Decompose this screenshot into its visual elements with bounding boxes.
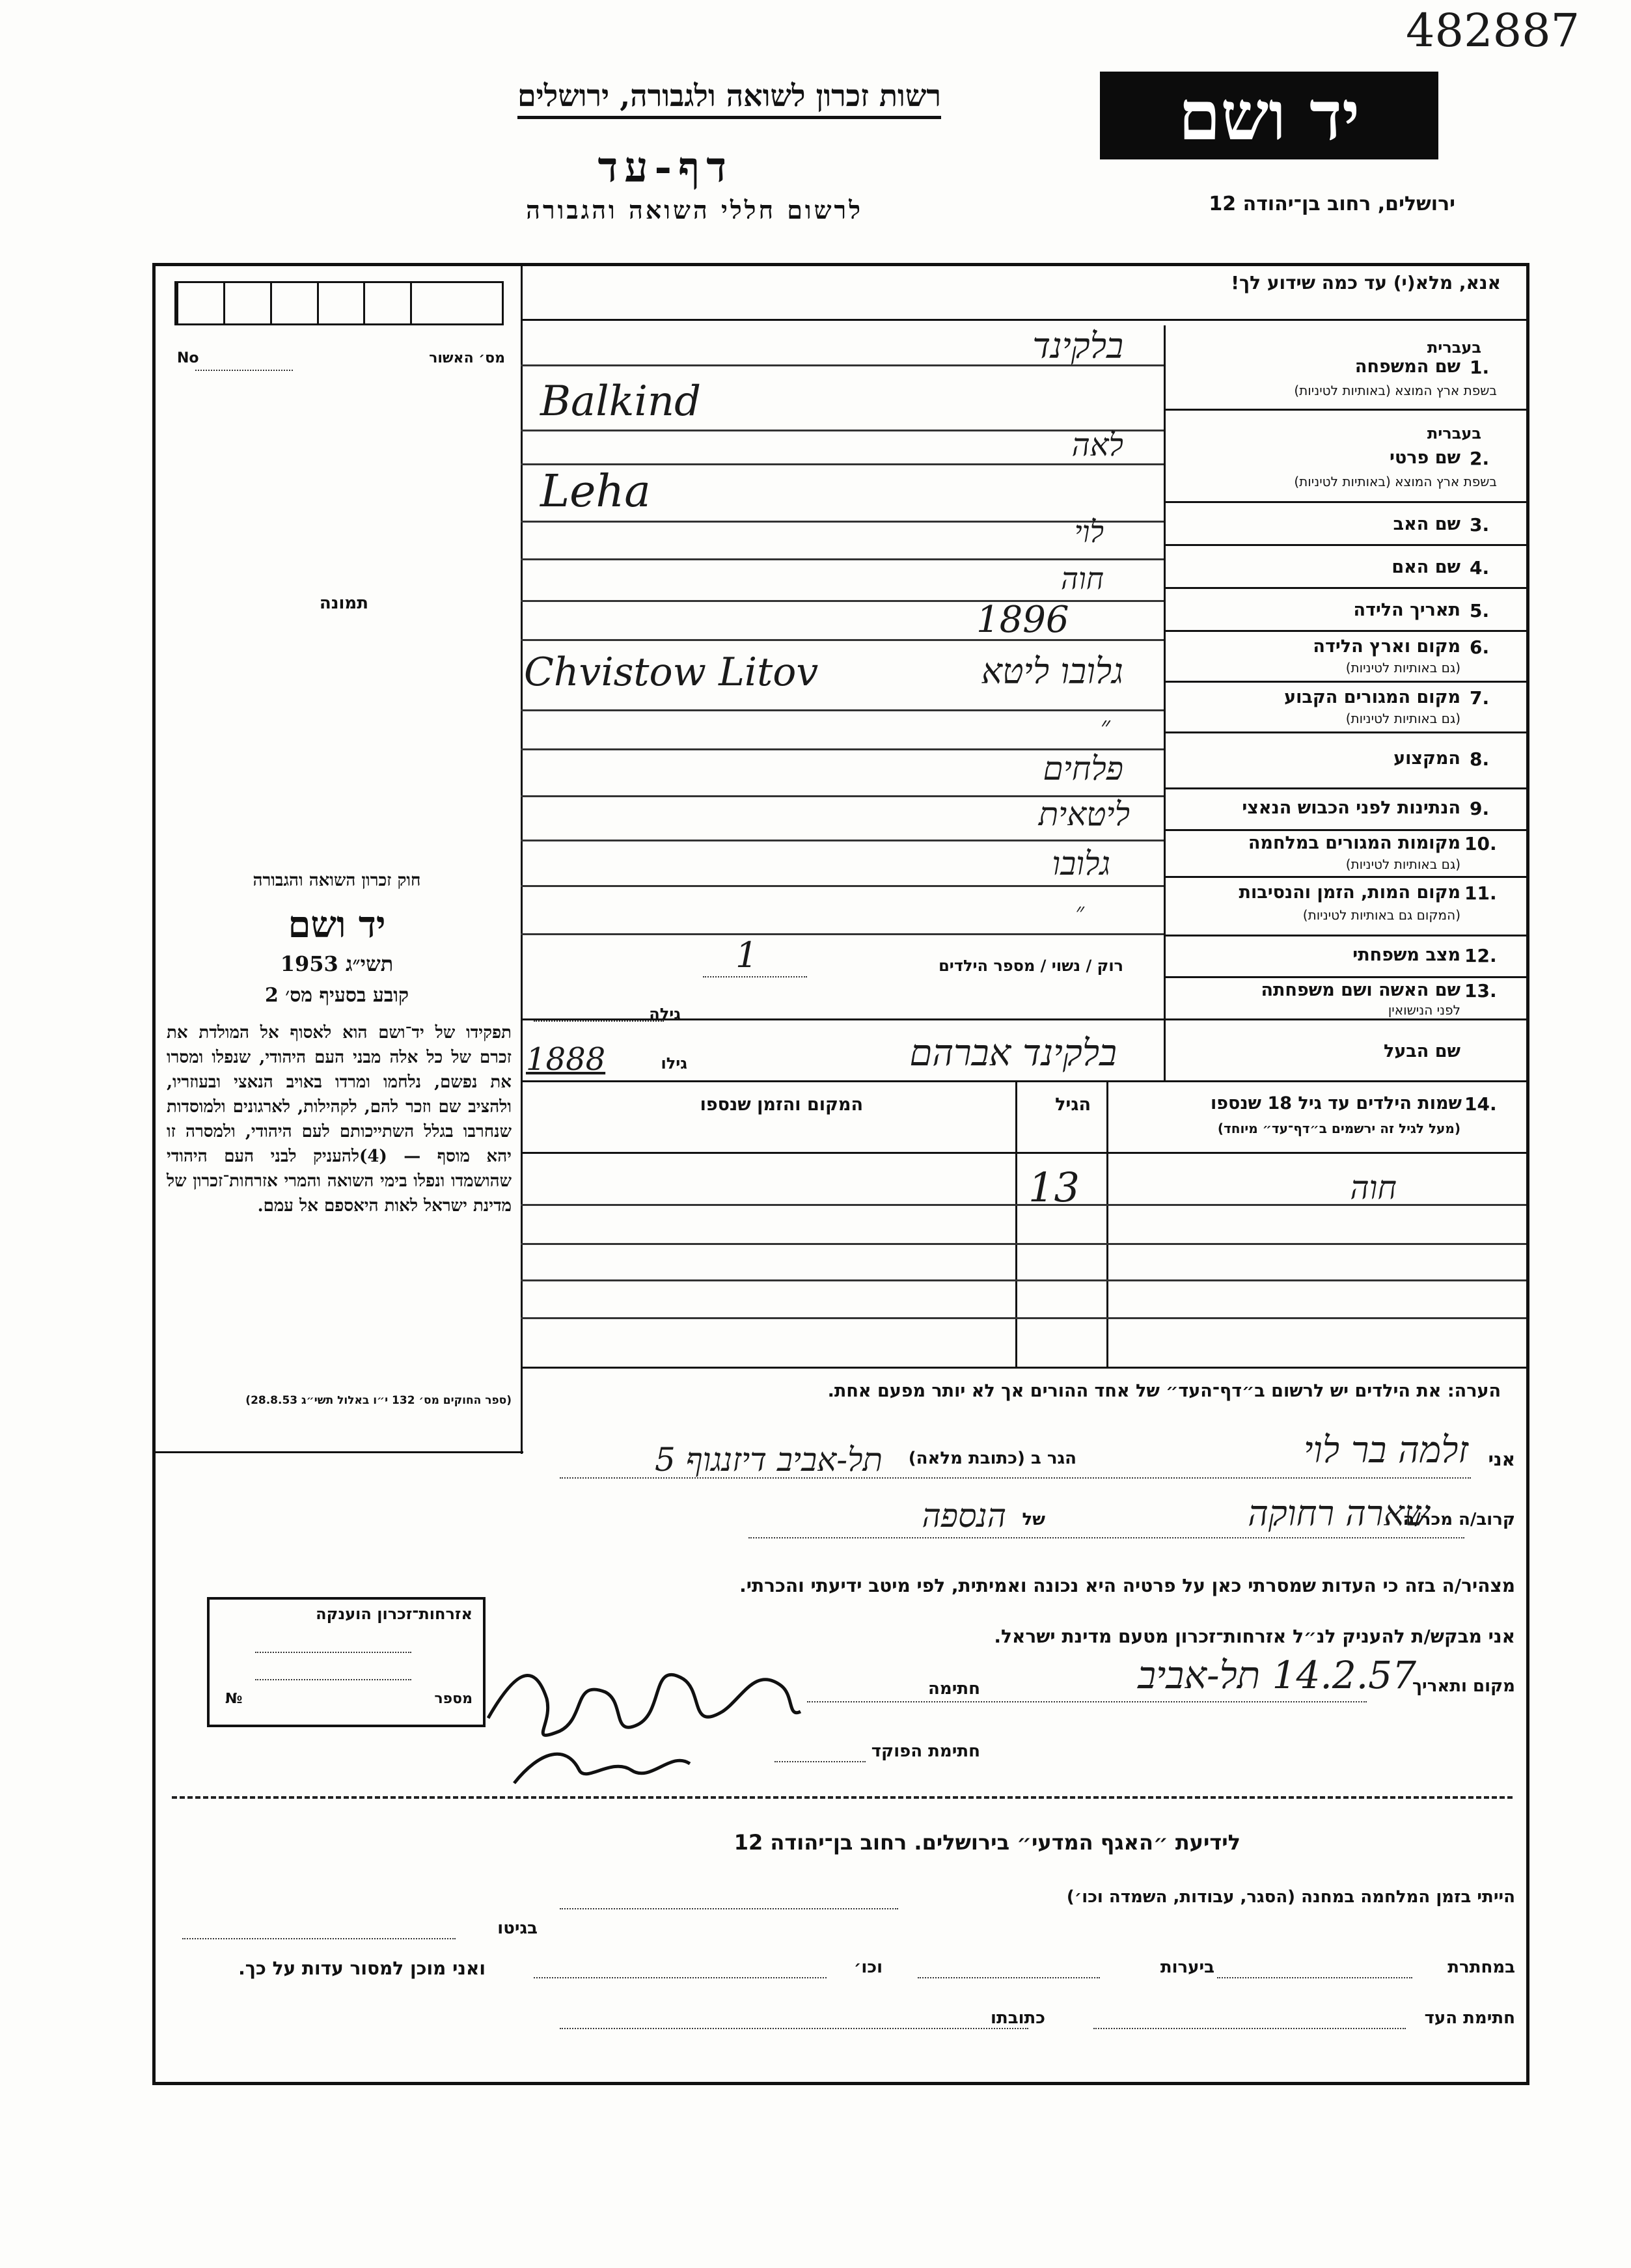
field-9-num: 9.	[1470, 798, 1490, 819]
field-11-hint: (המקום גם באותיות לטיניות)	[1302, 907, 1460, 923]
field-1-hint: בשפת ארץ המוצא (באותיות לטיניות)	[1294, 383, 1497, 398]
rule	[521, 521, 1164, 523]
rule	[521, 1080, 1526, 1082]
field-2-value-hebrew: לאה	[1071, 427, 1123, 463]
field-11-value: ״	[1075, 899, 1084, 925]
field-5-value: 1896	[976, 599, 1069, 641]
field-1-hebrew-tag: בעברית	[1427, 338, 1481, 357]
field-2-num: 2.	[1470, 448, 1490, 469]
field-13-hint: לפני הנישואין	[1388, 1002, 1460, 1018]
field-12-label: מצב משפחתי	[1352, 945, 1460, 965]
rule	[1164, 587, 1526, 589]
field-2-label: שם פרטי	[1390, 448, 1460, 468]
of-label: של	[1022, 1510, 1045, 1529]
rule	[521, 840, 1164, 841]
rule	[1164, 876, 1526, 878]
rule	[1164, 681, 1526, 683]
instructions: אנא, מלא(י) עד כמה שידוע לך!	[1231, 272, 1501, 294]
children-name-header: שמות הילדים עד גיל 18 שנספו	[1210, 1093, 1462, 1114]
field-4-num: 4.	[1470, 557, 1490, 579]
footer-address-blank	[560, 2028, 1028, 2029]
footer-underground-blank	[1217, 1977, 1412, 1978]
label-column-divider	[1164, 325, 1166, 1080]
declarant-name: זלמה בר לוי	[1303, 1429, 1468, 1471]
rule	[1164, 976, 1526, 978]
yad-vashem-logo	[1100, 72, 1438, 159]
field-6-num: 6.	[1470, 636, 1490, 658]
rule	[1164, 935, 1526, 936]
law-name: יד ושם	[288, 903, 386, 946]
husband-name-value: בלקינד אברהם	[909, 1032, 1117, 1074]
officer-signature-label: חתימת הפוקד	[871, 1742, 980, 1761]
citizenship-box	[207, 1597, 486, 1727]
child-name: חוה	[1350, 1169, 1397, 1207]
citizenship-box-line	[255, 1679, 411, 1680]
children-age-divider	[1015, 1080, 1017, 1367]
rule	[521, 885, 1164, 887]
footer-separator	[172, 1796, 1513, 1799]
rule	[1164, 829, 1526, 831]
field-2-hint: בשפת ארץ המוצא (באותיות לטיניות)	[1294, 474, 1497, 489]
rule	[1164, 731, 1526, 733]
relation-line	[748, 1537, 1464, 1538]
children-count-value: 1	[735, 935, 758, 976]
child-age: 13	[1028, 1164, 1080, 1211]
citizenship-number-label: מספר	[434, 1691, 473, 1707]
field-3-label: שם האב	[1393, 514, 1460, 534]
law-title: חוק זכרון השואה והגבורה	[253, 871, 421, 890]
footer-witness-signature-blank	[1093, 2028, 1406, 2029]
field-2-value-latin: Leha	[540, 466, 651, 517]
confirm-number-line	[195, 370, 293, 371]
husband-age-label: גילו	[661, 1054, 687, 1073]
field-6-value-hebrew: גלובו ליטא	[981, 651, 1123, 692]
left-panel-divider	[521, 263, 523, 1454]
children-place-header: המקום והזמן שנספו	[700, 1095, 863, 1115]
law-year: תשי״ג 1953	[280, 951, 394, 976]
field-1-num: 1.	[1470, 357, 1490, 378]
field-10-label: מקומות המגורים במלחמה	[1248, 833, 1460, 853]
wife-age-line	[534, 1020, 664, 1022]
field-4-label: שם האם	[1391, 557, 1460, 577]
place-date-value: 14.2.57 תל-אביב	[1138, 1653, 1416, 1697]
footer-etc-label: וכו׳	[853, 1958, 883, 1977]
footer-address-label: כתובתו	[991, 2008, 1045, 2028]
field-14-num: 14.	[1464, 1093, 1497, 1115]
of-value: הנספה	[922, 1497, 1006, 1535]
footer-forests-blank	[918, 1977, 1100, 1978]
children-name-hint: (מעל לגיל זה ירשמים ב״דף־עד״ מיוחד)	[1217, 1121, 1460, 1136]
rule	[521, 709, 1164, 711]
children-header-rule	[521, 1152, 1526, 1154]
field-6-label: מקום וארץ הלידה	[1313, 636, 1460, 657]
field-10-num: 10.	[1464, 833, 1497, 854]
citizenship-number-sign: №	[225, 1691, 243, 1707]
field-7-hint: (גם באותיות לטיניות)	[1345, 711, 1460, 726]
field-8-value: פלחים	[1043, 750, 1123, 787]
declarant-signature	[475, 1620, 814, 1796]
rule	[521, 463, 1164, 465]
citizenship-box-title: אזרחות־זכרון הוענקה	[316, 1605, 473, 1623]
footer-title: לידיעת ״האגף המדעי״ בירושלים. רחוב בן־יהודה 12	[733, 1830, 1240, 1855]
form-subtitle: לרשום חללי השואה והגבורה	[526, 195, 863, 225]
confirm-boxes	[174, 281, 504, 325]
footer-witness-signature-label: חתימת העד	[1424, 2008, 1515, 2028]
rule	[521, 933, 1164, 935]
footer-line-1-blank	[560, 1908, 898, 1909]
footer-underground-label: במחתרת	[1447, 1958, 1515, 1977]
field-6-value-latin: Chvistow Litov	[524, 649, 819, 695]
field-3-num: 3.	[1470, 514, 1490, 536]
form-title: דף-עד	[597, 143, 733, 192]
confirm-number-label: מס׳ האשור	[429, 350, 505, 366]
place-date-line	[807, 1701, 1367, 1702]
confirm-number-sign: No	[177, 350, 199, 366]
footer-ghetto-blank	[182, 1938, 456, 1939]
declarant-address: תל-אביב דיזנגוף 5	[654, 1441, 883, 1479]
logo-text: יד ושם	[1178, 75, 1360, 156]
instructions-rule	[521, 319, 1526, 321]
field-7-value: ״	[1100, 711, 1110, 741]
rule	[521, 1317, 1526, 1319]
law-text: תפקידו של יד־ושם הוא לאסוף אל המולדת את זכרם של כל אלה מבני העם היהודי, שנפלו ומסרו את נפשם, נלחמו ומרדו באויב הנאצי ובעוזריו, ולהציב שם וזכר להם, לקהילות, לארגונים ולמוסדות שנחרבו בגלל השתייכותם לעם היהודי, ולמסרה זו יהא מוסף — (4)להעניק לבני העם היהודי שהושמדו ונפלו בימי השואה והמרי אזרחות־זכרון של מדינת ישראל לאות היאספם אל עמם.	[167, 1023, 512, 1216]
field-5-num: 5.	[1470, 600, 1490, 622]
field-9-label: הנתינות לפני הכבוש הנאצי	[1242, 798, 1460, 818]
rule	[1164, 787, 1526, 789]
citizenship-box-line	[255, 1652, 411, 1653]
rule	[1164, 409, 1526, 411]
org-line: רשות זכרון לשואה ולגבורה, ירושלים	[517, 78, 941, 119]
field-7-label: מקום המגורים הקבוע	[1284, 687, 1460, 707]
field-2-hebrew-tag: בעברית	[1427, 424, 1481, 443]
field-5-label: תאריך הלידה	[1353, 600, 1460, 620]
law-reference: (ספר החוקים מס׳ 132 י״ו באלול תשי״ג 28.8.53)	[245, 1394, 512, 1407]
footer-etc-blank	[534, 1977, 827, 1978]
place-date-label: מקום ותאריך	[1412, 1676, 1515, 1696]
field-13-num: 13.	[1464, 980, 1497, 1002]
footer-willing-text: ואני מוכן למסור עדות על כך.	[238, 1958, 486, 1979]
address: ירושלים, רחוב בן־יהודה 12	[1209, 193, 1455, 215]
field-12-num: 12.	[1464, 945, 1497, 966]
footer-line-1: הייתי בזמן המלחמה במחנה (הסגר, עבודות, השמדה וכו׳)	[1066, 1887, 1515, 1907]
photo-label: תמונה	[319, 594, 368, 613]
law-clause: קובע בסעיף מס׳ 2	[264, 984, 409, 1007]
note-text: הערה: את הילדים יש לרשום ב״דף־העד״ של אחד ההורים אך לא יותר מפעם אחת.	[827, 1381, 1501, 1401]
declarant-line	[560, 1477, 1471, 1479]
signature-label: חתימה	[928, 1679, 980, 1699]
field-11-num: 11.	[1464, 882, 1497, 904]
rule	[1164, 501, 1526, 503]
field-1-value-latin: Balkind	[540, 377, 702, 426]
footer-ghetto-label: בגיטו	[497, 1919, 538, 1938]
rule	[1164, 630, 1526, 632]
document-number: 482887	[1406, 4, 1580, 57]
field-1-value-hebrew: בלקינד	[1032, 325, 1123, 366]
children-name-divider	[1106, 1080, 1108, 1367]
children-age-header: הגיל	[1055, 1095, 1091, 1115]
relation-value: שארה רחוקה	[1248, 1493, 1429, 1534]
field-7-num: 7.	[1470, 687, 1490, 709]
declaration-text: מצהיר/ה בזה כי העדות שמסרתי כאן על פרטיה היא נכונה ואמיתית, לפי מיטב ידיעתי והכרתי.	[739, 1575, 1515, 1596]
relation-label: קרוב/ה מכר/ה	[1403, 1510, 1515, 1529]
left-panel-bottom	[152, 1451, 523, 1453]
family-status-options: רוק / נשוי / מספר הילדים	[939, 957, 1123, 975]
field-10-value: גלובו	[1052, 845, 1110, 882]
rule	[521, 558, 1164, 560]
request-text: אני מבקש/ת להעניק לנ״ל אזרחות־זכרון מטעם מדינת ישראל.	[994, 1626, 1515, 1647]
declarant-address-label: הגר ב (כתובת מלאה)	[908, 1449, 1076, 1468]
declarant-i-label: אני	[1488, 1449, 1515, 1470]
field-11-label: מקום המות, הזמן והנסיבות	[1239, 882, 1460, 903]
rule	[521, 1243, 1526, 1245]
children-count-line	[703, 976, 807, 977]
field-1-label: שם המשפחה	[1354, 357, 1460, 377]
field-8-label: המקצוע	[1393, 748, 1460, 769]
field-9-value: ליטאית	[1038, 795, 1130, 833]
field-6-hint: (גם באותיות לטיניות)	[1345, 660, 1460, 676]
field-4-value: חוה	[1061, 561, 1104, 596]
footer-forests-label: ביערות	[1160, 1958, 1214, 1977]
rule	[521, 1367, 1526, 1369]
field-13-label: שם האשה ושם משפחתה	[1261, 980, 1460, 1000]
husband-label: שם הבעל	[1383, 1041, 1460, 1061]
field-10-hint: (גם באותיות לטיניות)	[1345, 856, 1460, 872]
field-8-num: 8.	[1470, 748, 1490, 770]
rule	[521, 430, 1164, 431]
rule	[1164, 544, 1526, 546]
field-3-value: לוי	[1074, 514, 1104, 549]
husband-age-value: 1888	[526, 1041, 606, 1078]
rule	[521, 1279, 1526, 1281]
wife-age-label: גילה	[649, 1005, 681, 1023]
